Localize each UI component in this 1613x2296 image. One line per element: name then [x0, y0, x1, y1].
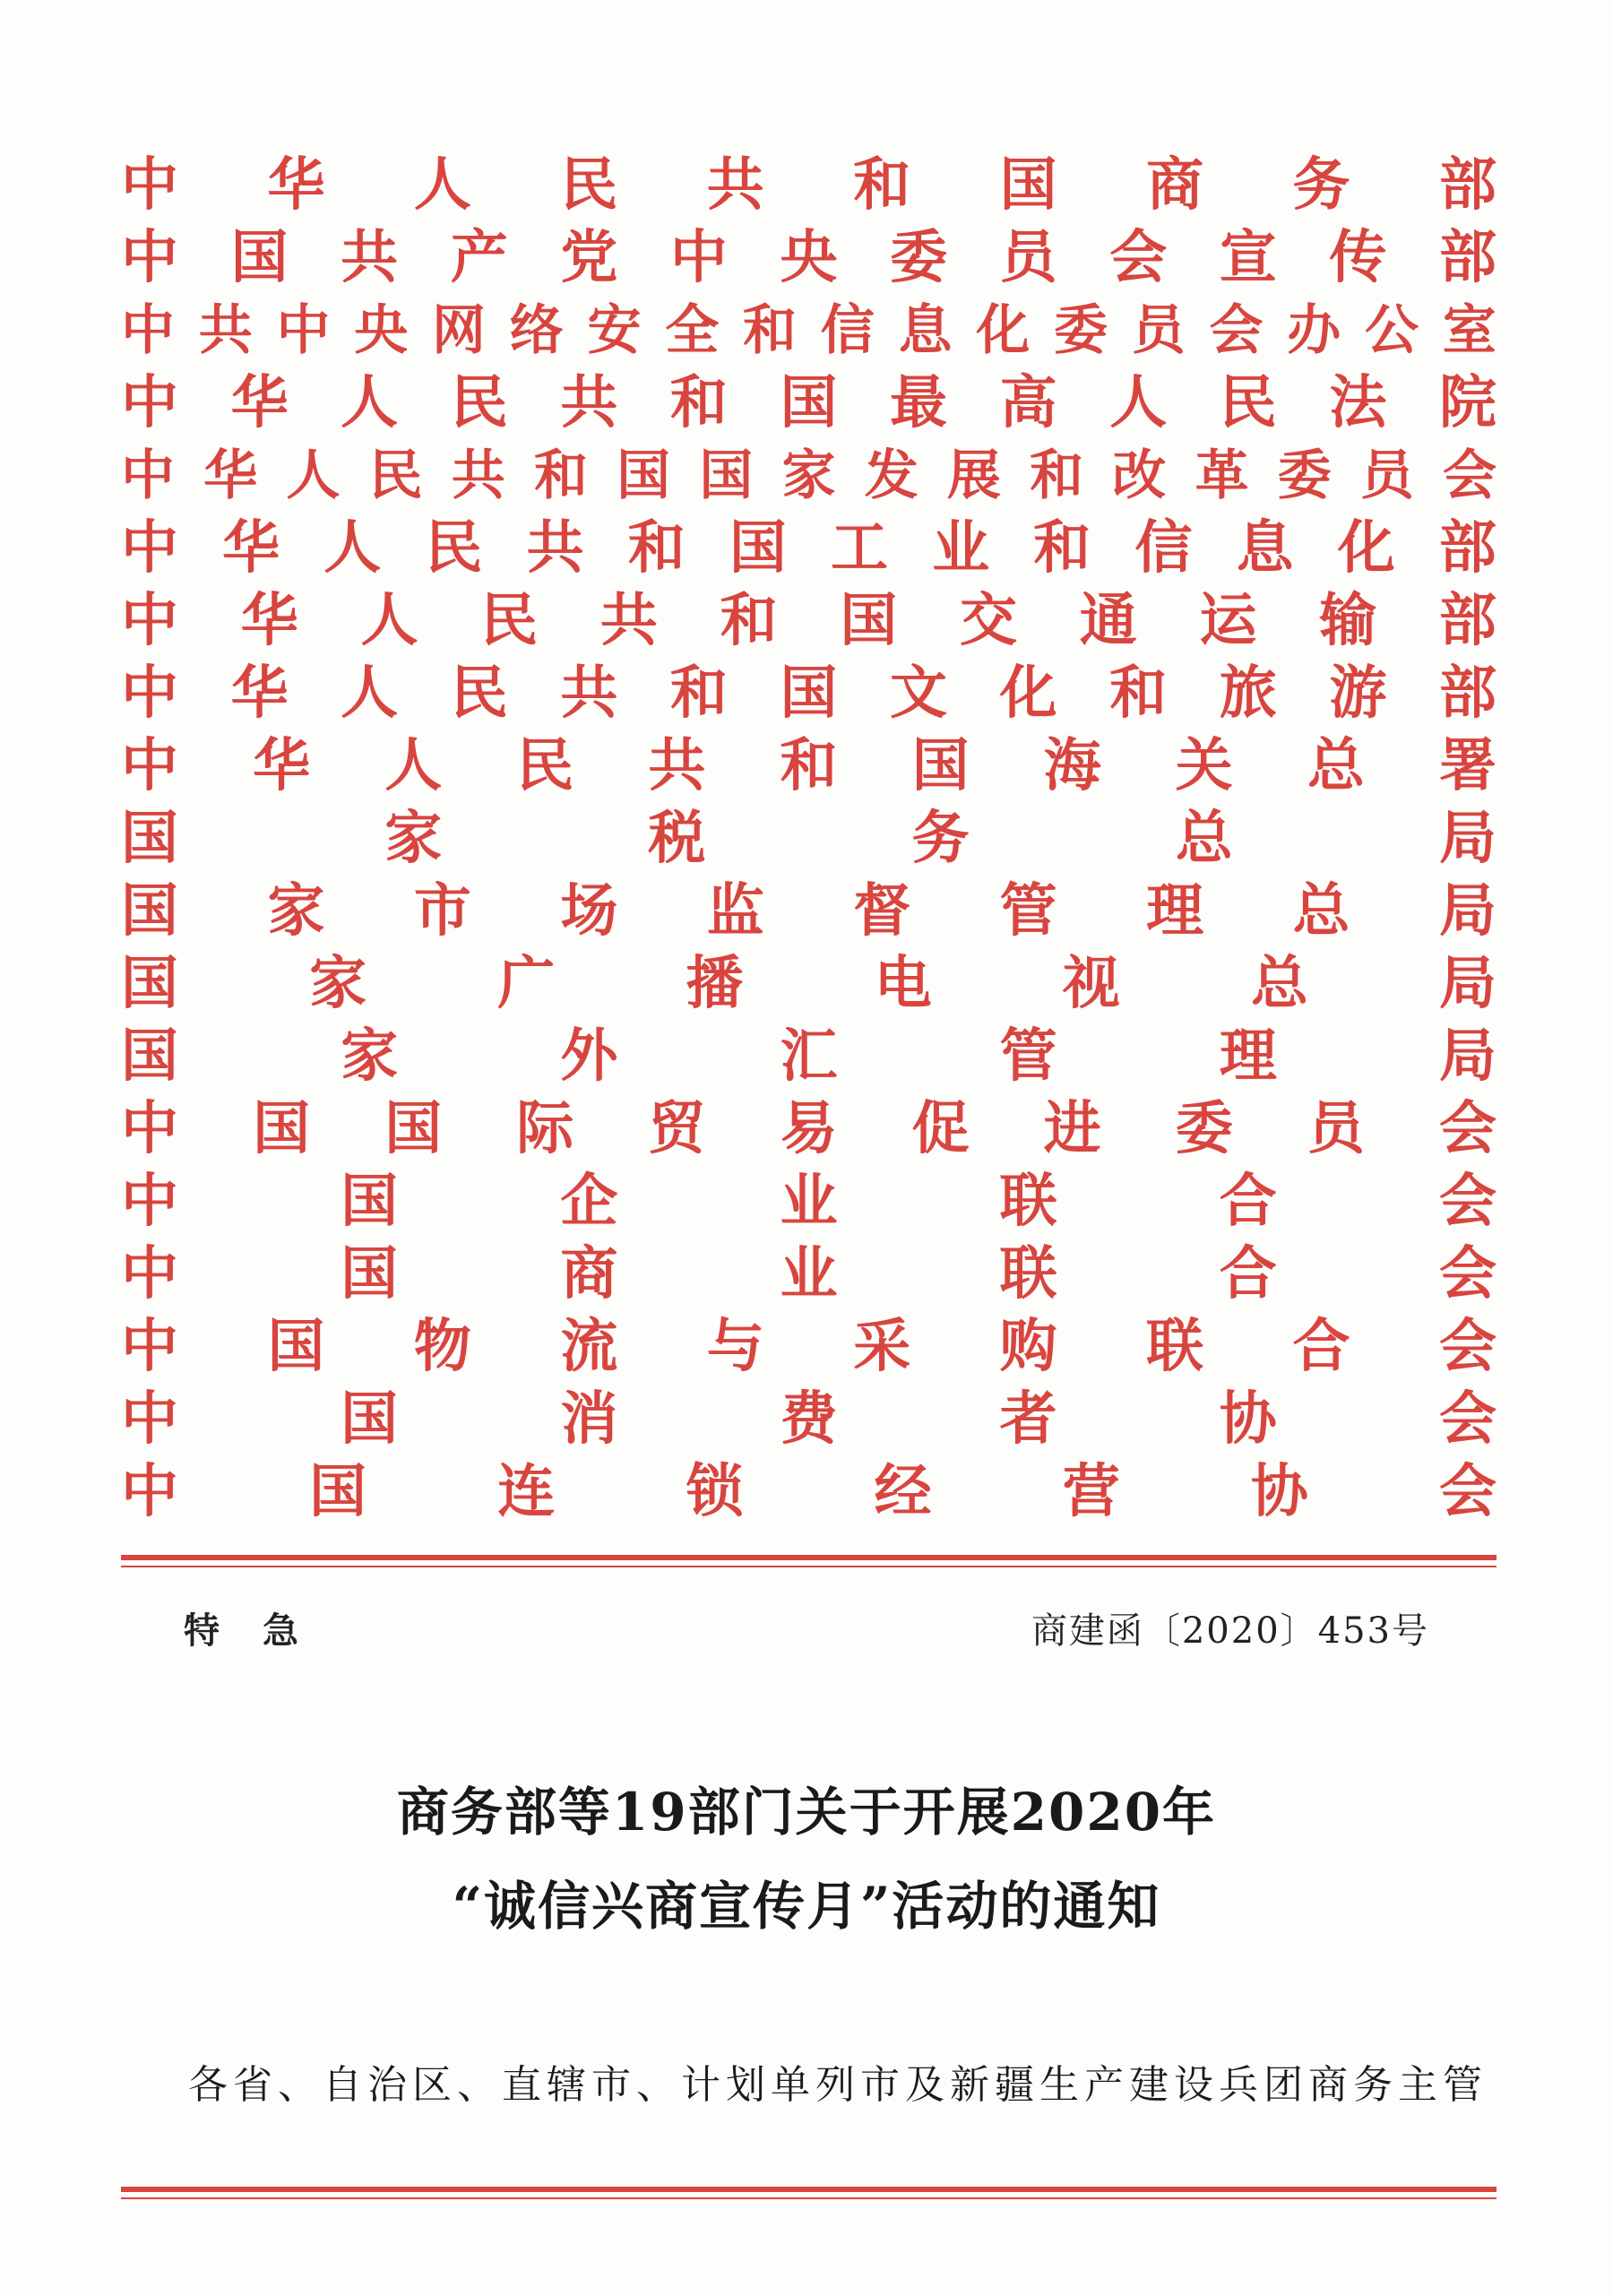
- agency-char: 署: [1438, 732, 1497, 799]
- agency-name: [121, 1454, 1497, 1530]
- agency-char: 汇: [780, 1023, 838, 1090]
- agency-char: 人: [384, 732, 443, 799]
- agency-char: 游: [1329, 660, 1387, 727]
- agency-char: 共: [648, 732, 706, 799]
- agency-char: 合: [1219, 1240, 1277, 1308]
- agency-char: 锁: [686, 1458, 744, 1525]
- agency-char: 际: [516, 1095, 574, 1162]
- agency-name: [121, 583, 1497, 659]
- agency-char: 国: [999, 151, 1057, 219]
- agency-char: 办: [1287, 299, 1341, 362]
- agency-char: 联: [1146, 1313, 1204, 1380]
- agency-char: 管: [999, 1023, 1057, 1090]
- agency-char: 化: [976, 299, 1031, 362]
- agency-char: 营: [1062, 1458, 1120, 1525]
- agency-name: [121, 293, 1497, 368]
- agency-char: 联: [999, 1240, 1057, 1308]
- agency-char: 管: [999, 877, 1057, 945]
- agency-char: 委: [1175, 1095, 1233, 1162]
- agency-char: 国: [267, 1313, 325, 1380]
- agency-char: 展: [946, 445, 1001, 507]
- agency-char: 国: [699, 445, 754, 507]
- agency-char: 和: [780, 732, 838, 799]
- agency-name: [121, 148, 1497, 223]
- agency-char: 员: [1359, 445, 1414, 507]
- agency-char: 国: [840, 587, 898, 654]
- agency-char: 税: [648, 805, 706, 872]
- agency-char: 络: [509, 299, 564, 362]
- agency-char: 协: [1250, 1458, 1308, 1525]
- agency-char: 民: [560, 151, 618, 219]
- agency-char: 理: [1146, 877, 1204, 945]
- agency-char: 局: [1438, 1023, 1497, 1090]
- agency-char: 业: [932, 514, 990, 582]
- agency-char: 国: [341, 1168, 399, 1235]
- agency-char: 信: [820, 299, 875, 362]
- agency-char: 视: [1062, 950, 1120, 1017]
- agency-char: 进: [1043, 1095, 1101, 1162]
- agency-char: 人: [413, 151, 471, 219]
- agency-char: 企: [560, 1168, 618, 1235]
- agency-char: 中: [121, 299, 175, 362]
- agency-char: 文: [890, 660, 948, 727]
- agency-char: 部: [1438, 224, 1497, 291]
- agency-name: [121, 1382, 1497, 1457]
- agency-char: 国: [384, 1095, 443, 1162]
- agency-char: 交: [960, 587, 1018, 654]
- agency-char: 民: [450, 660, 508, 727]
- agency-char: 息: [1236, 514, 1294, 582]
- agency-char: 局: [1438, 805, 1497, 872]
- agency-char: 商: [560, 1240, 618, 1308]
- agency-char: 家: [309, 950, 367, 1017]
- agency-char: 会: [1438, 1313, 1497, 1380]
- agency-char: 化: [999, 660, 1057, 727]
- agency-char: 和: [533, 445, 588, 507]
- agency-name: [121, 874, 1497, 949]
- agency-char: 华: [222, 514, 280, 582]
- agency-name: [121, 220, 1497, 296]
- agency-char: 关: [1175, 732, 1233, 799]
- agency-char: 部: [1438, 151, 1497, 219]
- agency-char: 安: [587, 299, 642, 362]
- agency-char: 全: [665, 299, 720, 362]
- agency-char: 海: [1043, 732, 1101, 799]
- agency-char: 输: [1319, 587, 1377, 654]
- agency-char: 市: [413, 877, 471, 945]
- agency-char: 委: [1277, 445, 1332, 507]
- agency-char: 外: [560, 1023, 618, 1090]
- agency-char: 华: [267, 151, 325, 219]
- agency-char: 消: [560, 1385, 618, 1453]
- agency-char: 中: [121, 732, 178, 799]
- agency-char: 家: [384, 805, 443, 872]
- agency-char: 局: [1438, 877, 1497, 945]
- agency-name: [121, 1092, 1497, 1167]
- agency-char: 民: [516, 732, 574, 799]
- agency-char: 合: [1292, 1313, 1350, 1380]
- agency-name: [121, 438, 1497, 514]
- addressee: 各省、自治区、直辖市、计划单列市及新疆生产建设兵团商务主管: [188, 2062, 1488, 2108]
- agency-char: 改: [1112, 445, 1167, 507]
- agency-char: 场: [560, 877, 618, 945]
- agency-char: 中: [121, 1095, 178, 1162]
- agency-char: 华: [230, 660, 289, 727]
- agency-char: 和: [1109, 660, 1168, 727]
- agency-char: 总: [1292, 877, 1350, 945]
- agency-char: 革: [1195, 445, 1249, 507]
- agency-char: 最: [890, 369, 948, 436]
- agency-char: 国: [253, 1095, 311, 1162]
- agency-name: [121, 366, 1497, 441]
- agency-char: 中: [121, 587, 178, 654]
- agency-char: 易: [780, 1095, 838, 1162]
- agency-char: 商: [1146, 151, 1204, 219]
- agency-char: 和: [720, 587, 778, 654]
- agency-char: 和: [669, 660, 728, 727]
- agency-char: 中: [121, 224, 178, 291]
- agency-char: 和: [669, 369, 728, 436]
- agency-char: 会: [1438, 1240, 1497, 1308]
- agency-char: 国: [729, 514, 787, 582]
- agency-char: 会: [1443, 445, 1497, 507]
- agency-char: 总: [1307, 732, 1365, 799]
- agency-char: 流: [560, 1313, 618, 1380]
- agency-char: 经: [874, 1458, 932, 1525]
- header-rule-thin: [121, 1566, 1497, 1567]
- title-line-2: “诚信兴商宣传月”活动的通知: [452, 1876, 1161, 1937]
- agency-char: 人: [1109, 369, 1168, 436]
- agency-char: 贸: [648, 1095, 706, 1162]
- agency-char: 委: [1054, 299, 1108, 362]
- agency-char: 监: [706, 877, 764, 945]
- agency-char: 人: [323, 514, 382, 582]
- agency-char: 中: [121, 445, 175, 507]
- agency-char: 中: [276, 299, 331, 362]
- agency-char: 业: [780, 1240, 838, 1308]
- agency-char: 网: [432, 299, 486, 362]
- agency-char: 化: [1337, 514, 1395, 582]
- agency-char: 部: [1438, 514, 1497, 582]
- agency-char: 国: [121, 805, 178, 872]
- agency-char: 中: [121, 1240, 178, 1308]
- agency-char: 和: [1033, 514, 1091, 582]
- footer-rule-thin: [121, 2197, 1497, 2199]
- agency-char: 人: [360, 587, 418, 654]
- agency-char: 播: [686, 950, 744, 1017]
- agency-char: 促: [911, 1095, 970, 1162]
- agency-char: 央: [354, 299, 409, 362]
- agency-char: 中: [121, 1385, 178, 1453]
- agency-char: 部: [1438, 660, 1497, 727]
- agency-name: [121, 656, 1497, 731]
- agency-char: 委: [890, 224, 948, 291]
- agency-char: 华: [203, 445, 258, 507]
- agency-char: 家: [267, 877, 325, 945]
- agency-char: 院: [1438, 369, 1497, 436]
- agency-char: 中: [121, 1313, 178, 1380]
- agency-char: 和: [853, 151, 911, 219]
- agency-char: 理: [1219, 1023, 1277, 1090]
- agency-char: 法: [1329, 369, 1387, 436]
- agency-char: 和: [1030, 445, 1084, 507]
- agency-char: 业: [780, 1168, 838, 1235]
- agency-char: 民: [1219, 369, 1277, 436]
- agency-char: 费: [780, 1385, 838, 1453]
- agency-char: 中: [121, 514, 178, 582]
- agency-char: 华: [240, 587, 298, 654]
- agency-char: 和: [743, 299, 797, 362]
- agency-char: 会: [1438, 1385, 1497, 1453]
- agency-char: 央: [780, 224, 838, 291]
- agency-name: [121, 1237, 1497, 1312]
- agency-char: 会: [1109, 224, 1168, 291]
- agency-char: 督: [853, 877, 911, 945]
- agency-char: 国: [341, 1385, 399, 1453]
- agency-char: 电: [874, 950, 932, 1017]
- agency-char: 室: [1442, 299, 1497, 362]
- agency-char: 局: [1438, 950, 1497, 1017]
- agency-char: 广: [497, 950, 556, 1017]
- agency-char: 连: [497, 1458, 556, 1525]
- agency-char: 中: [121, 369, 178, 436]
- title-line-1: 商务部等19部门关于开展2020年: [396, 1782, 1217, 1843]
- agency-char: 务: [1292, 151, 1350, 219]
- agency-char: 采: [853, 1313, 911, 1380]
- document-number: 商建函〔2020〕453号: [1031, 1610, 1429, 1652]
- agency-char: 共: [341, 224, 399, 291]
- agency-char: 和: [627, 514, 686, 582]
- agency-char: 信: [1134, 514, 1193, 582]
- agency-char: 总: [1250, 950, 1308, 1017]
- agency-char: 通: [1079, 587, 1137, 654]
- agency-char: 传: [1329, 224, 1387, 291]
- agency-char: 共: [560, 660, 618, 727]
- agency-char: 息: [898, 299, 953, 362]
- agency-char: 国: [230, 224, 289, 291]
- agency-char: 会: [1438, 1095, 1497, 1162]
- agency-char: 国: [341, 1240, 399, 1308]
- agency-char: 联: [999, 1168, 1057, 1235]
- agency-char: 民: [425, 514, 483, 582]
- agency-char: 国: [617, 445, 671, 507]
- agency-name: [121, 801, 1497, 876]
- agency-char: 公: [1365, 299, 1419, 362]
- agency-char: 总: [1175, 805, 1233, 872]
- agency-char: 者: [999, 1385, 1057, 1453]
- agency-char: 民: [450, 369, 508, 436]
- agency-char: 物: [413, 1313, 471, 1380]
- agency-char: 国: [121, 950, 178, 1017]
- agency-char: 会: [1438, 1458, 1497, 1525]
- agency-char: 家: [781, 445, 836, 507]
- agency-char: 中: [121, 1168, 178, 1235]
- agency-char: 员: [1307, 1095, 1365, 1162]
- agency-char: 人: [341, 369, 399, 436]
- agency-char: 国: [121, 877, 178, 945]
- agency-char: 共: [198, 299, 253, 362]
- agency-char: 协: [1219, 1385, 1277, 1453]
- agency-char: 共: [599, 587, 658, 654]
- agency-char: 人: [341, 660, 399, 727]
- agency-char: 务: [911, 805, 970, 872]
- agency-char: 发: [864, 445, 919, 507]
- agency-char: 会: [1209, 299, 1264, 362]
- agency-name: [121, 729, 1497, 804]
- agency-char: 家: [341, 1023, 399, 1090]
- agency-char: 购: [999, 1313, 1057, 1380]
- agency-char: 产: [450, 224, 508, 291]
- agency-char: 人: [286, 445, 341, 507]
- agency-char: 中: [121, 1458, 178, 1525]
- agency-char: 华: [253, 732, 311, 799]
- agency-name: [121, 1309, 1497, 1385]
- agency-char: 国: [780, 660, 838, 727]
- agency-char: 部: [1438, 587, 1497, 654]
- agency-char: 旅: [1219, 660, 1277, 727]
- agency-char: 民: [480, 587, 539, 654]
- agency-name: [121, 946, 1497, 1022]
- agency-char: 会: [1438, 1168, 1497, 1235]
- header-rule-thick: [121, 1555, 1497, 1560]
- agency-char: 员: [1131, 299, 1186, 362]
- agency-char: 工: [830, 514, 888, 582]
- agency-char: 共: [706, 151, 764, 219]
- agency-char: 共: [451, 445, 505, 507]
- agency-name: [121, 1164, 1497, 1239]
- agency-name: [121, 1019, 1497, 1094]
- agency-char: 共: [526, 514, 584, 582]
- agency-char: 国: [121, 1023, 178, 1090]
- agency-char: 运: [1199, 587, 1257, 654]
- agency-char: 国: [911, 732, 970, 799]
- agency-char: 高: [999, 369, 1057, 436]
- agency-char: 共: [560, 369, 618, 436]
- agency-char: 华: [230, 369, 289, 436]
- agency-char: 合: [1219, 1168, 1277, 1235]
- agency-char: 宣: [1219, 224, 1277, 291]
- agency-char: 党: [560, 224, 618, 291]
- footer-rule-thick: [121, 2187, 1497, 2192]
- agency-char: 与: [706, 1313, 764, 1380]
- agency-char: 员: [999, 224, 1057, 291]
- agency-name: [121, 511, 1497, 586]
- agency-char: 中: [121, 151, 178, 219]
- agency-char: 国: [309, 1458, 367, 1525]
- agency-char: 中: [669, 224, 728, 291]
- agency-char: 民: [368, 445, 423, 507]
- agency-char: 国: [780, 369, 838, 436]
- agency-char: 中: [121, 660, 178, 727]
- urgency-label: 特急: [184, 1610, 341, 1652]
